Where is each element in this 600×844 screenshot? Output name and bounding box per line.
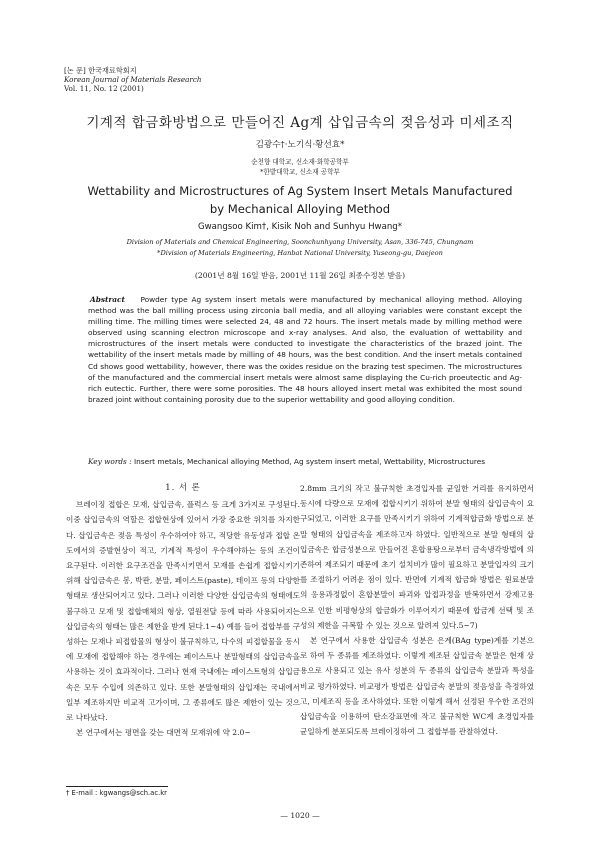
keywords-label: Key words : — [88, 457, 132, 466]
abstract-text: Powder type Ag system insert metals were manufactured by mechanical alloying method. Alloying method was the ball milling process using zirconia ball media, and all alloying variables were constant except the milling time. The milling times were selected 24, 48 and 72 hours. The insert metals made by milling method were observed using scanning electron microscope and x-ray analyses. And also, the evaluation of wettability and microstructures of the insert metals were conducted to investigate the characteristics of the brazed joint. The wettability of the insert metals made by milling of 48 hours, was the best condition. And the insert metals contained Cd shows good wettability, however, there was the oxides residue on the brazing test specimen. The microstructures of the manufactured and the commercial insert metals were almost same displaying the Cu-rich proeutectic and Ag-rich eutectic. Further, there were some porosities. The 48 hours alloyed insert metal was exhibited the most sound brazed joint without containing porosity due to the superior wettability and good alloying condition. — [88, 295, 522, 404]
authors-ko: 김광수†·노기식·황선효* — [255, 140, 345, 150]
paragraph: 브레이징 접합은 모재, 삽입금속, 플럭스 등 크게 3가지로 구성된다. 이중 삽입금속의 역할은 접합현상에 있어서 가장 중요한 위치를 차지한다. 삽입금속은 젖음 특성이 우수하여야 하고, 적당한 유동성과 접합 온도에서의 증발현상이 적고, 기계적 특성이 우수해야하는 등의 조건이 요구된다. 이러한 요구조건을 만족시키면서 모재를 손쉽게 접합시키기 위해 삽입금속은 봉, 박판, 분말, 페이스트(paste), 테이프 등의 다양한 형태로 생산되어지고 있다. 그러나 이러한 다양한 삽입금속의 형태에도 불구하고 모재 및 접합매체의 형상, 열원전달 등에 따라 사용되어지는 삽입금속의 형태는 많은 제한을 받게 된다.1~4) 예를 들어 접합부를 구성하는 모재나 피접합물의 형상이 불규칙하고, 다수의 피접합물을 동시에 모재에 접합해야 하는 경우에는 페이스트나 분말형태의 삽입금속을 사용하는 것이 효과적이다. 그러나 현재 국내에는 페이스트형의 삽입금속은 모두 수입에 의존하고 있다. 또한 분말형태의 삽입재는 국내에서 일부 제조하지만 비교적 고가이며, 그 종류에도 많은 제한이 있는 것으로 나타났다. — [66, 500, 300, 723]
journal-name-ko: [논 문] 한국재료학회지 — [64, 66, 137, 75]
abstract-label: Abstract — [90, 295, 125, 304]
body-column-right — [300, 481, 534, 739]
paper-title-en-line2: by Mechanical Alloying Method — [209, 202, 391, 216]
paper-title-en-line1: Wettability and Microstructures of Ag System Insert Metals Manufactured — [87, 184, 513, 198]
footnote-email: † E-mail : kgwangs@sch.ac.kr — [66, 789, 167, 797]
affiliation-ko-1: 순천향 대학교, 신소재·화학공학부 — [251, 158, 349, 166]
footnote-divider — [66, 786, 168, 787]
section-heading-introduction: 1. 서 론 — [165, 482, 201, 492]
keywords — [88, 457, 522, 466]
paper-title-ko: 기계적 합금화방법으로 만들어진 Ag계 삽입금속의 젖음성과 미세조직 — [86, 115, 514, 131]
paragraph: 본 연구에서는 평면을 갖는 대면적 모재위에 약 2.0~ — [76, 728, 251, 738]
page-number: — 1020 — — [280, 811, 320, 820]
journal-header — [64, 66, 202, 93]
affiliation-en-1: Division of Materials and Chemical Engineering, Soonchunhyang University, Asan, 336-745, Chungnam — [126, 238, 474, 246]
affiliation-en-2: *Division of Materials Engineering, Hanbat National University, Yuseong-gu, Daejeon — [157, 249, 443, 257]
paragraph: 본 연구에서 사용한 삽입금속 성분은 은계(BAg type)계를 기본으로 하여 두 종류를 제조하였다. 이렇게 제조된 삽입금속 분말은 현재 상용으로 사용되고 있는 유사 성분의 두 종류의 삽입금속 분말과 특성을 비교 평가하였다. 비교평가 방법은 삽입금속 분말의 젖음성을 측정하였고, 미세조직 등을 조사하였다. 또한 이렇게 해서 선정된 우수한 조건의 삽입금속을 이용하여 탄소강표면에 작고 불규칙한 WC계 초경입자를 균일하게 분포되도록 브레이징하여 그 접합부를 관찰하였다. — [300, 636, 534, 737]
affiliation-ko-2: *한밭대학교, 신소재 공학부 — [260, 168, 340, 176]
paper-title-en — [0, 182, 600, 218]
body-column-left — [66, 480, 300, 740]
journal-name-en: Korean Journal of Materials Research — [64, 75, 202, 84]
authors-en: Gwangsoo Kim†, Kisik Noh and Sunhyu Hwang* — [197, 222, 403, 232]
journal-volume: Vol. 11, No. 12 (2001) — [64, 84, 144, 93]
abstract — [88, 294, 522, 405]
paragraph: 2.8mm 크기의 작고 불규칙한 초경입자를 균일한 거리를 유지하면서 동시에 다량으로 모재에 접합시키기 위하여 분말 형태의 삽입금속이 요구되었고, 이러한 요구를 만족시키기 위하여 기계적합금화 방법으로 분말 형태의 삽입금속을 제조하고자 하였다. 일반적으로 분말 형태의 삽입금속은 합금성분으로 만들어진 혼합용탕으로부터 금속냉각방법에 의존하여 제조되기 때문에 초기 설치비가 많이 필요하고 분말입자의 크기를 조절하기 어려운 점이 있다. 반면에 기계적 합금화 방법은 원료분말의 응용과정없이 혼합분말이 파괴와 압접과정을 반복하면서 강제고용으로 인한 비평형상의 합금화가 이루어지기 때문에 합금계 선택 및 조성의 제한을 극복할 수 있는 것으로 알려져 있다.5~7) — [300, 484, 534, 630]
keywords-text: Insert metals, Mechanical alloying Method, Ag system insert metal, Wettability, Microstructures — [133, 457, 486, 466]
received-dates: (2001년 8월 16일 받음, 2001년 11월 26일 최종수정본 받음) — [194, 271, 406, 280]
